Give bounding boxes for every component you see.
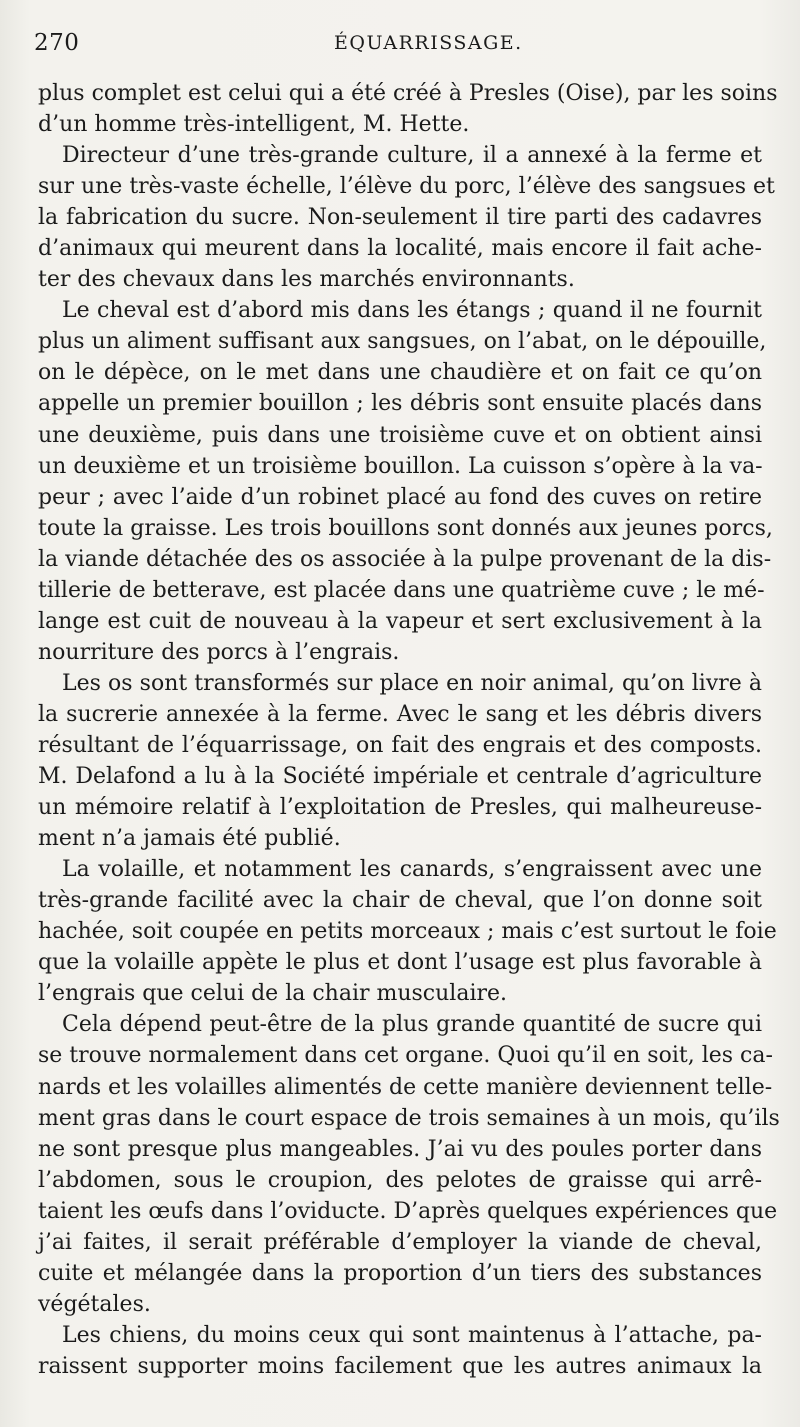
text-line: raissent supporter moins facilement que les autres animaux la — [38, 1353, 762, 1379]
body-text — [38, 78, 780, 1382]
text-line: on le dépèce, on le met dans une chaudière et on fait ce qu’on — [38, 360, 762, 386]
text-line: nards et les volailles alimentés de cette manière deviennent telle- — [38, 1074, 773, 1100]
text-line: d’un homme très-intelligent, M. Hette. — [38, 112, 470, 138]
text-line: la viande détachée des os associée à la pulpe provenant de la dis- — [38, 546, 772, 572]
text-line: la fabrication du sucre. Non-seulement il tire parti des cadavres — [38, 205, 762, 231]
running-title: ÉQUARRISSAGE. — [334, 32, 523, 54]
text-line: Les chiens, du moins ceux qui sont maintenus à l’attache, pa- — [62, 1322, 762, 1348]
text-line: d’animaux qui meurent dans la localité, mais encore il fait ache- — [38, 236, 762, 262]
text-line: Cela dépend peut-être de la plus grande quantité de sucre qui — [62, 1012, 762, 1038]
text-line: Les os sont transformés sur place en noir animal, qu’on livre à — [62, 670, 762, 696]
text-line: toute la graisse. Les trois bouillons sont donnés aux jeunes porcs, — [38, 515, 773, 541]
paragraph — [38, 1009, 780, 1319]
text-line: j’ai faites, il serait préférable d’employer la viande de cheval, — [38, 1229, 762, 1255]
text-line: l’abdomen, sous le croupion, des pelotes de graisse qui arrê- — [38, 1167, 762, 1193]
text-line: un deuxième et un troisième bouillon. La cuisson s’opère à la va- — [38, 453, 763, 479]
text-line: cuite et mélangée dans la proportion d’un tiers des substances — [38, 1260, 762, 1286]
text-line: l’engrais que celui de la chair musculaire. — [38, 981, 508, 1007]
paragraph — [38, 295, 773, 668]
text-line: plus un aliment suffisant aux sangsues, on l’abat, on le dépouille, — [38, 329, 767, 355]
text-line: appelle un premier bouillon ; les débris sont ensuite placés dans — [38, 391, 762, 417]
paragraph — [38, 1320, 762, 1382]
text-line: hachée, soit coupée en petits morceaux ; mais c’est surtout le foie — [38, 919, 777, 945]
text-line: ment gras dans le court espace de trois semaines à un mois, qu’ils — [38, 1105, 780, 1131]
page-number: 270 — [34, 30, 80, 56]
text-line: tillerie de betterave, est placée dans une quatrième cuve ; le mé- — [38, 577, 765, 603]
text-line: M. Delafond a lu à la Société impériale et centrale d’agriculture — [38, 764, 762, 790]
text-line: Le cheval est d’abord mis dans les étangs ; quand il ne fournit — [62, 298, 762, 324]
text-line: taient les œufs dans l’oviducte. D’après quelques expériences que — [38, 1198, 778, 1224]
text-line: résultant de l’équarrissage, on fait des engrais et des composts. — [38, 732, 762, 758]
text-line: nourriture des porcs à l’engrais. — [38, 639, 400, 665]
text-line: ment n’a jamais été publié. — [38, 826, 341, 852]
text-line: se trouve normalement dans cet organe. Quoi qu’il en soit, les ca- — [38, 1043, 773, 1069]
text-line: peur ; avec l’aide d’un robinet placé au fond des cuves on retire — [38, 484, 762, 510]
paragraph — [38, 78, 778, 140]
text-line: une deuxième, puis dans une troisième cuve et on obtient ainsi — [38, 422, 762, 448]
paragraph — [38, 854, 777, 1009]
text-line: très-grande facilité avec la chair de cheval, que l’on donne soit — [38, 888, 762, 914]
text-line: un mémoire relatif à l’exploitation de Presles, qui malheureuse- — [38, 795, 762, 821]
text-line: que la volaille appète le plus et dont l’usage est plus favorable à — [38, 950, 762, 976]
text-line: La volaille, et notamment les canards, s’engraissent avec une — [62, 857, 762, 883]
text-line: la sucrerie annexée à la ferme. Avec le sang et les débris divers — [38, 701, 762, 727]
running-head — [34, 30, 760, 64]
text-line: ter des chevaux dans les marchés environnants. — [38, 267, 575, 293]
text-line: sur une très-vaste échelle, l’élève du porc, l’élève des sangsues et — [38, 174, 775, 200]
text-line: Directeur d’une très-grande culture, il a annexé à la ferme et — [62, 143, 762, 169]
text-line: végétales. — [38, 1291, 151, 1317]
text-line: ne sont presque plus mangeables. J’ai vu des poules porter dans — [38, 1136, 762, 1162]
paragraph — [38, 668, 762, 854]
paragraph — [38, 140, 775, 295]
text-line: plus complet est celui qui a été créé à Presles (Oise), par les soins — [38, 81, 778, 106]
text-line: lange est cuit de nouveau à la vapeur et sert exclusivement à la — [38, 608, 762, 634]
